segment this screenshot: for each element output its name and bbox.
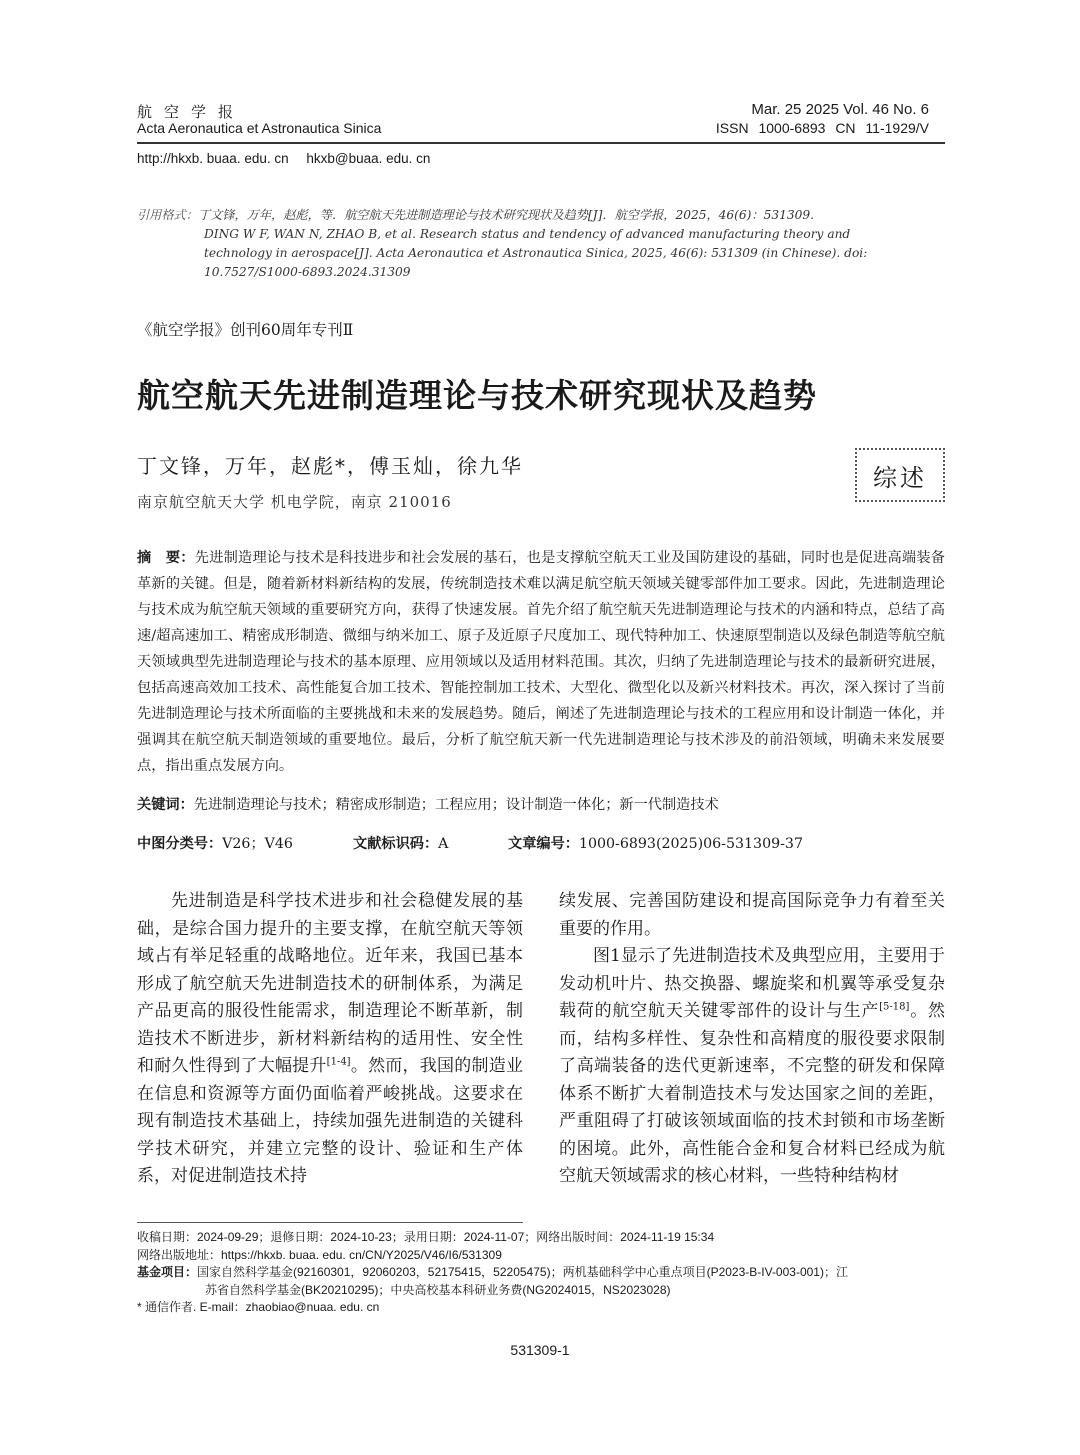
citation-cn: 丁文锋，万年，赵彪，等．航空航天先进制造理论与技术研究现状及趋势[J]．航空学报，2025，46(6)：531309. (197, 208, 815, 222)
article-number (508, 833, 803, 853)
reference-link[interactable]: [1-4] (326, 1056, 351, 1068)
clc-label: 中图分类号： (137, 836, 223, 852)
issn-cn: ISSN 1000-6893 CN 11-1929/V (715, 120, 929, 136)
funding-label: 基金项目： (137, 1265, 198, 1279)
issue-date: Mar. 25 2025 Vol. 46 No. 6 (751, 101, 929, 118)
body-text: 续发展、完善国防建设和提高国际竞争力有着至关重要的作用。 (559, 891, 945, 939)
footnote-rule (137, 1222, 523, 1223)
footnotes (137, 1229, 947, 1317)
doc-code-value: A (438, 836, 449, 852)
keywords-label: 关键词： (137, 797, 194, 813)
footnote-funding (137, 1264, 947, 1282)
funding-text-2: 苏省自然科学基金(BK20210295)；中央高校基本科研业务费(NG2024015，NS2023028) (205, 1282, 671, 1297)
body-paragraph (559, 888, 945, 943)
affiliation: 南京航空航天大学 机电学院，南京 210016 (137, 493, 452, 511)
body-text: 图1显示了先进制造技术及典型应用，主要用于发动机叶片、热交换器、螺旋桨和机翼等承受复杂载荷的航空航天关键零部件的设计与生产 (559, 946, 945, 1021)
journal-name-en: Acta Aeronautica et Astronautica Sinica (137, 120, 382, 136)
citation-en-1: DING W F, WAN N, ZHAO B, et al. Research status and tendency of advanced manufacturing theory and (204, 227, 851, 241)
paper-title: 航空航天先进制造理论与技术研究现状及趋势 (137, 376, 817, 415)
citation-en-2: technology in aerospace[J]. Acta Aeronautica et Astronautica Sinica, 2025, 46(6): 531309 (in Chinese). doi: (204, 246, 868, 260)
footnote-dates: 收稿日期：2024-09-29；退修日期：2024-10-23；录用日期：2024-11-07；网络出版时间：2024-11-19 15:34 (137, 1230, 715, 1244)
clc-value: V26；V46 (222, 836, 293, 852)
body-text: 先进制造是科学技术进步和社会稳健发展的基础，是综合国力提升的主要支撑，在航空航天等领域占有举足轻重的战略地位。近年来，我国已基本形成了航空航天先进制造技术的研制体系，为满足产品更高的服役性能需求，制造理论不断革新，制造技术不断进步，新材料新结构的适用性、安全性和耐久性得到了大幅提升 (137, 891, 523, 1076)
journal-links (137, 151, 444, 166)
keywords (137, 794, 945, 814)
special-column: 《航空学报》创刊60周年专刊Ⅱ (137, 321, 354, 339)
body-column-right (559, 888, 945, 1191)
clc-number (137, 833, 293, 853)
doc-code-label: 文献标识码： (353, 836, 439, 852)
journal-name-cn: 航空学报 (137, 103, 246, 121)
citation-doi[interactable]: 10.7527/S1000-6893.2024.31309 (204, 265, 411, 279)
article-type-label: 综述 (873, 463, 927, 492)
abstract-label: 摘 要： (137, 550, 195, 566)
doc-code (353, 833, 448, 853)
article-type-badge (855, 448, 945, 502)
body-paragraph (559, 943, 945, 1191)
authors: 丁文锋，万年，赵彪*，傅玉灿，徐九华 (137, 454, 523, 478)
keywords-text: 先进制造理论与技术；精密成形制造；工程应用；设计制造一体化；新一代制造技术 (193, 797, 719, 813)
body-text: 。然而，我国的制造业在信息和资源等方面仍面临着严峻挑战。这要求在现有制造技术基础上，持续加强先进制造的关键科学技术研究，并建立完整的设计、验证和生产体系，对促进制造技术持 (137, 1056, 524, 1186)
corresponding-author: * 通信作者. E-mail：zhaobiao@nuaa. edu. cn (137, 1300, 380, 1314)
article-number-label: 文章编号： (508, 836, 579, 852)
body-column-left (137, 888, 523, 1191)
reference-link[interactable]: [5-18] (879, 1001, 910, 1013)
funding-text-1: 国家自然科学基金(92160301，92060203，52175415，52205475)；两机基础科学中心重点项目(P2023-B-IV-003-001)；江 (197, 1265, 848, 1279)
header-rule (137, 142, 945, 144)
journal-url-link[interactable]: http://hkxb. buaa. edu. cn (137, 151, 289, 166)
journal-email-link[interactable]: hkxb@buaa. edu. cn (306, 151, 431, 166)
citation-block (137, 206, 947, 282)
page-number: 531309-1 (510, 1342, 570, 1358)
body-paragraph (137, 888, 523, 1191)
footnote-online-url[interactable]: 网络出版地址：https://hkxb. buaa. edu. cn/CN/Y2025/V46/I6/531309 (137, 1247, 502, 1262)
abstract-text: 先进制造理论与技术是科技进步和社会发展的基石，也是支撑航空航天工业及国防建设的基础，同时也是促进高端装备革新的关键。但是，随着新材料新结构的发展，传统制造技术难以满足航空航天领域关键零部件加工要求。因此，先进制造理论与技术成为航空航天领域的重要研究方向，获得了快速发展。首先介绍了航空航天先进制造理论与技术的内涵和特点，总结了高速/超高速加工、精密成形制造、微细与纳米加工、原子及近原子尺度加工、现代特种加工、快速原型制造以及绿色制造等航空航天领域典型先进制造理论与技术的基本原理、应用领域以及适用材料范围。其次，归纳了先进制造理论与技术的最新研究进展，包括高速高效加工技术、高性能复合加工技术、智能控制加工技术、大型化、微型化以及新兴材料技术。再次，深入探讨了当前先进制造理论与技术所面临的主要挑战和未来的发展趋势。随后，阐述了先进制造理论与技术的工程应用和设计制造一体化，并强调其在航空航天制造领域的重要地位。最后，分析了航空航天新一代先进制造理论与技术涉及的前沿领域，明确未来发展要点，指出重点发展方向。 (137, 550, 945, 774)
citation-label: 引用格式： (137, 208, 198, 222)
article-number-value: 1000-6893(2025)06-531309-37 (578, 836, 803, 852)
body-text: 。然而，结构多样性、复杂性和高精度的服役要求限制了高端装备的迭代更新速率，不完整的研发和保障体系不断扩大着制造技术与发达国家之间的差距，严重阻碍了打破该领域面临的技术封锁和市场垄断的困境。此外，高性能合金和复合材料已经成为航空航天领域需求的核心材料，一些特种结构材 (559, 1001, 946, 1186)
abstract (137, 545, 945, 779)
